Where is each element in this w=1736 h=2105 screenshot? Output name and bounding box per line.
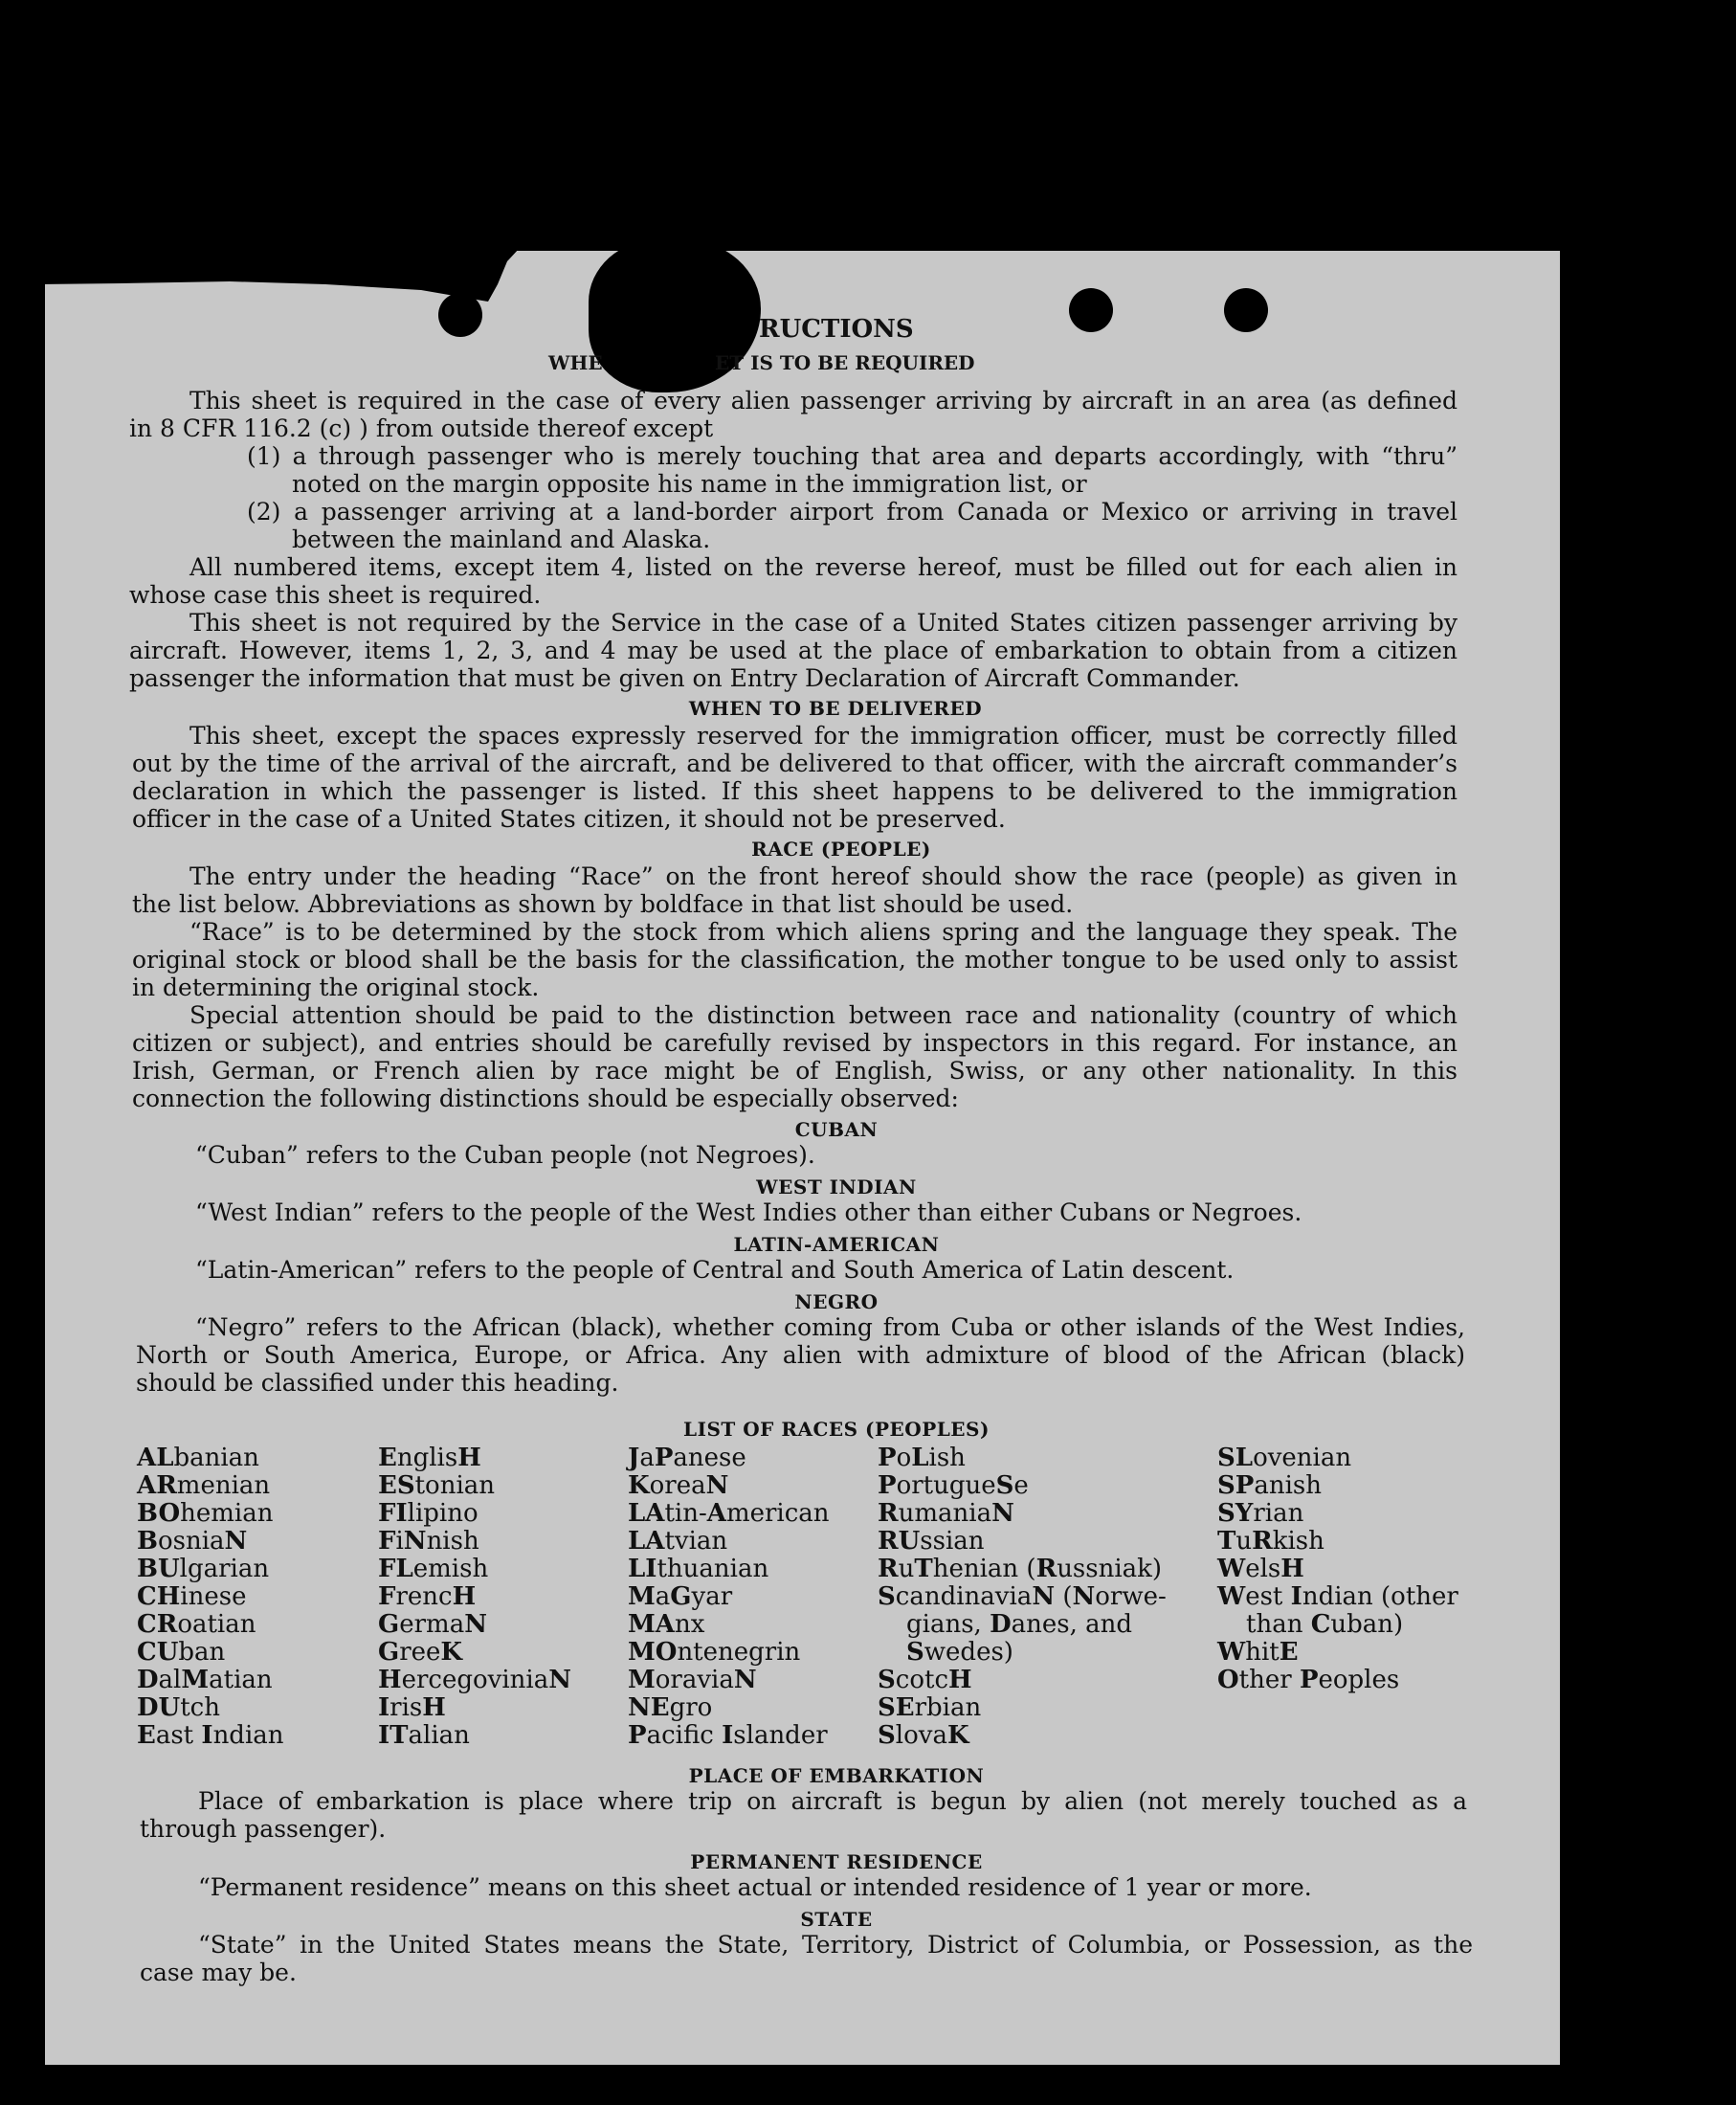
race-entry: Swedes) bbox=[906, 1638, 1013, 1667]
paragraph-line: noted on the margin opposite his name in the immigration list, or bbox=[292, 470, 1087, 498]
paragraph-line: in 8 CFR 116.2 (c) ) from outside thereof except bbox=[129, 414, 714, 442]
race-entry: FLemish bbox=[378, 1555, 489, 1583]
paragraph-line: Place of embarkation is place where trip on aircraft is begun by alien (not merely touched as a bbox=[198, 1787, 1467, 1815]
paragraph-line: (1) a through passenger who is merely touching that area and departs accordingly, with “thru” bbox=[247, 442, 1458, 470]
race-entry: HercegoviniaN bbox=[378, 1666, 571, 1694]
paragraph-line: aircraft. However, items 1, 2, 3, and 4 may be used at the place of embarkation to obtain from a citizen bbox=[129, 637, 1458, 664]
paragraph-line: This sheet is not required by the Service in the case of a United States citizen passenger arriving by bbox=[189, 609, 1458, 637]
race-entry: SLovenian bbox=[1217, 1444, 1352, 1472]
paragraph-line: through passenger). bbox=[140, 1815, 387, 1843]
race-entry: ScandinaviaN (Norwe- bbox=[878, 1582, 1167, 1611]
paragraph-line: “State” in the United States means the State, Territory, District of Columbia, or Possession, as the bbox=[198, 1931, 1473, 1959]
race-entry: ITalian bbox=[378, 1721, 470, 1750]
race-entry: BosniaN bbox=[137, 1527, 248, 1556]
race-entry: JaPanese bbox=[628, 1444, 746, 1472]
paragraph-line: out by the time of the arrival of the aircraft, and be delivered to that officer, with the aircraft commander’s bbox=[132, 750, 1458, 777]
race-entry: GreeK bbox=[378, 1638, 463, 1667]
punch-hole bbox=[1224, 288, 1268, 332]
race-entry: PortugueSe bbox=[878, 1471, 1029, 1500]
race-entry: CUban bbox=[137, 1638, 226, 1667]
race-entry: MaGyar bbox=[628, 1582, 733, 1611]
paragraph-line: All numbered items, except item 4, listed on the reverse hereof, must be filled out for each alien in bbox=[189, 553, 1458, 581]
race-entry: than Cuban) bbox=[1246, 1610, 1404, 1639]
race-entry: MOntenegrin bbox=[628, 1638, 801, 1667]
paragraph-line: connection the following distinctions should be especially observed: bbox=[132, 1085, 959, 1112]
paragraph-line: “Negro” refers to the African (black), whether coming from Cuba or other islands of the West Indies, bbox=[195, 1313, 1465, 1341]
paragraph-line: “West Indian” refers to the people of the West Indies other than either Cubans or Negroes. bbox=[195, 1198, 1302, 1226]
paragraph-line: This sheet, except the spaces expressly reserved for the immigration officer, must be correctly filled bbox=[189, 722, 1458, 750]
race-entry: GermaN bbox=[378, 1610, 487, 1639]
section-heading: LATIN-AMERICAN bbox=[733, 1233, 940, 1256]
section-heading: WEST INDIAN bbox=[756, 1176, 917, 1198]
section-heading: PERMANENT RESIDENCE bbox=[690, 1850, 983, 1873]
paragraph-line: passenger the information that must be given on Entry Declaration of Aircraft Commander. bbox=[129, 664, 1240, 692]
race-entry: FIlipino bbox=[378, 1499, 479, 1528]
race-entry: EnglisH bbox=[378, 1444, 481, 1472]
paragraph-line: original stock or blood shall be the basis for the classification, the mother tongue to be used only to assist bbox=[132, 946, 1458, 974]
race-entry: BUlgarian bbox=[137, 1555, 270, 1583]
paragraph-line: “Cuban” refers to the Cuban people (not Negroes). bbox=[195, 1141, 815, 1169]
paragraph-line: North or South America, Europe, or Africa. Any alien with admixture of blood of the African (black) bbox=[136, 1341, 1465, 1369]
paragraph-line: Irish, German, or French alien by race might be of English, Swiss, or any other nationality. In this bbox=[132, 1057, 1458, 1085]
paragraph-line: Special attention should be paid to the distinction between race and nationality (country of which bbox=[189, 1001, 1458, 1029]
section-heading: STATE bbox=[800, 1908, 873, 1931]
race-entry: gians, Danes, and bbox=[906, 1610, 1133, 1639]
race-entry: RuThenian (Russniak) bbox=[878, 1555, 1163, 1583]
race-entry: RumaniaN bbox=[878, 1499, 1014, 1528]
race-entry: LAtin-American bbox=[628, 1499, 830, 1528]
race-entry: SErbian bbox=[878, 1693, 982, 1722]
race-entry: SPanish bbox=[1217, 1471, 1322, 1500]
paragraph-line: whose case this sheet is required. bbox=[129, 581, 542, 609]
punch-hole bbox=[438, 293, 482, 337]
race-entry: LAtvian bbox=[628, 1527, 728, 1556]
race-entry: PoLish bbox=[878, 1444, 966, 1472]
subtitle-right: ET IS TO BE REQUIRED bbox=[715, 351, 975, 374]
race-entry: FrencH bbox=[378, 1582, 477, 1611]
section-heading: CUBAN bbox=[794, 1118, 879, 1141]
race-entry: MAnx bbox=[628, 1610, 705, 1639]
race-entry: ARmenian bbox=[137, 1471, 271, 1500]
paragraph-line: case may be. bbox=[140, 1959, 297, 1986]
section-heading: RACE (PEOPLE) bbox=[751, 838, 931, 861]
race-entry: IrisH bbox=[378, 1693, 446, 1722]
paragraph-line: The entry under the heading “Race” on the front hereof should show the race (people) as given in bbox=[189, 862, 1458, 890]
race-entry: East Indian bbox=[137, 1721, 284, 1750]
race-entry: West Indian (other bbox=[1217, 1582, 1458, 1611]
race-entry: BOhemian bbox=[137, 1499, 274, 1528]
paragraph-line: This sheet is required in the case of every alien passenger arriving by aircraft in an area (as defined bbox=[189, 387, 1458, 414]
race-entry: WhitE bbox=[1217, 1638, 1299, 1667]
punch-hole bbox=[1069, 288, 1113, 332]
race-entry: NEgro bbox=[628, 1693, 713, 1722]
race-entry: FiNnish bbox=[378, 1527, 479, 1556]
section-heading: WHEN TO BE DELIVERED bbox=[688, 697, 983, 720]
paragraph-line: should be classified under this heading. bbox=[136, 1369, 619, 1397]
paragraph-line: “Permanent residence” means on this sheet actual or intended residence of 1 year or more. bbox=[198, 1873, 1312, 1901]
race-entry: RUssian bbox=[878, 1527, 985, 1556]
section-heading: PLACE OF EMBARKATION bbox=[688, 1764, 985, 1787]
race-entry: CRoatian bbox=[137, 1610, 256, 1639]
paragraph-line: declaration in which the passenger is listed. If this sheet happens to be delivered to the immigration bbox=[132, 777, 1458, 805]
race-entry: MoraviaN bbox=[628, 1666, 757, 1694]
section-heading: LIST OF RACES (PEOPLES) bbox=[683, 1418, 990, 1441]
paragraph-line: in determining the original stock. bbox=[132, 974, 540, 1001]
race-entry: ALbanian bbox=[137, 1444, 259, 1472]
paragraph-line: between the mainland and Alaska. bbox=[292, 526, 711, 553]
paragraph-line: (2) a passenger arriving at a land-border airport from Canada or Mexico or arriving in travel bbox=[247, 498, 1458, 526]
race-entry: WelsH bbox=[1217, 1555, 1304, 1583]
race-entry: SYrian bbox=[1217, 1499, 1304, 1528]
paragraph-line: the list below. Abbreviations as shown by boldface in that list should be used. bbox=[132, 890, 1074, 918]
subtitle-left: WHE bbox=[548, 351, 603, 374]
race-entry: TuRkish bbox=[1217, 1527, 1324, 1556]
paragraph-line: “Race” is to be determined by the stock from which aliens spring and the language they speak. The bbox=[189, 918, 1458, 946]
paragraph-line: “Latin-American” refers to the people of Central and South America of Latin descent. bbox=[195, 1256, 1235, 1284]
section-heading: NEGRO bbox=[794, 1290, 879, 1313]
race-entry: DalMatian bbox=[137, 1666, 273, 1694]
race-entry: KoreaN bbox=[628, 1471, 729, 1500]
race-entry: EStonian bbox=[378, 1471, 496, 1500]
race-entry: ScotcH bbox=[878, 1666, 972, 1694]
paragraph-line: officer in the case of a United States citizen, it should not be preserved. bbox=[132, 805, 1006, 833]
race-entry: CHinese bbox=[137, 1582, 247, 1611]
race-entry: Pacific Islander bbox=[628, 1721, 828, 1750]
page-title: RUCTIONS bbox=[759, 315, 914, 344]
race-entry: DUtch bbox=[137, 1693, 220, 1722]
paragraph-line: citizen or subject), and entries should be carefully revised by inspectors in this regard. For instance, an bbox=[132, 1029, 1458, 1057]
race-entry: LIthuanian bbox=[628, 1555, 769, 1583]
race-entry: SlovaK bbox=[878, 1721, 969, 1750]
race-entry: Other Peoples bbox=[1217, 1666, 1400, 1694]
